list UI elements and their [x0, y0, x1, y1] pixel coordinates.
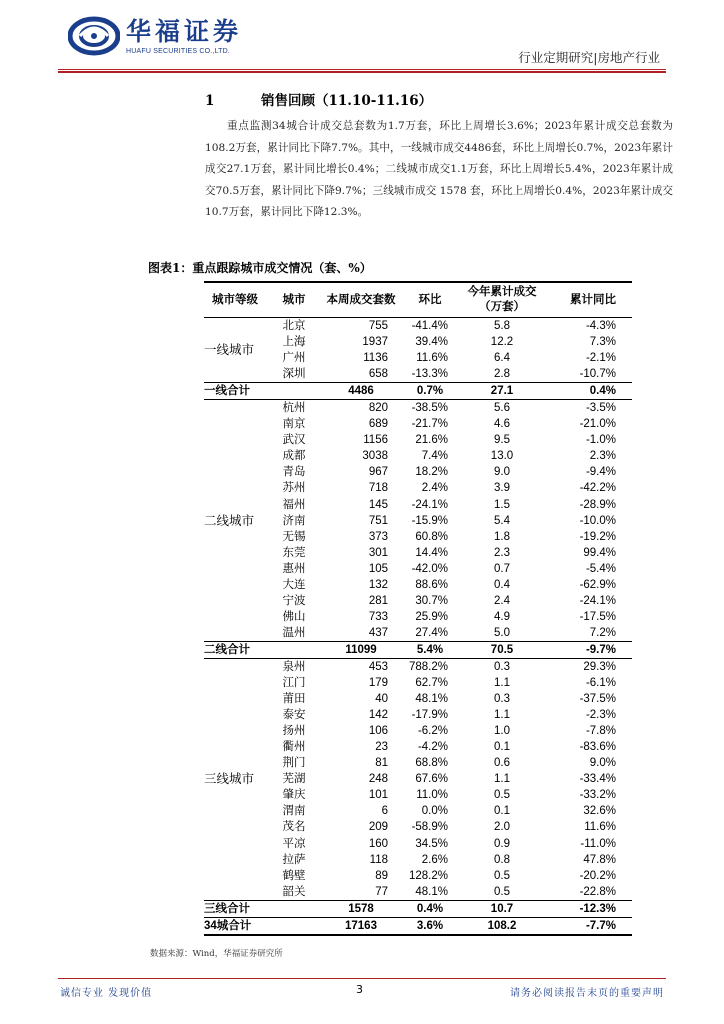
table-row — [204, 787, 632, 803]
cumulative-yoy: -6.1% — [585, 677, 616, 690]
city-name: 济南 — [282, 514, 306, 527]
table-row — [204, 836, 632, 852]
table-row — [204, 561, 632, 577]
cumulative-volume: 0.3 — [494, 661, 510, 673]
subtotal-wow: 5.4% — [400, 641, 460, 658]
week-over-week: 30.7% — [415, 594, 448, 607]
table-row — [204, 707, 632, 723]
cumulative-volume: 0.5 — [494, 869, 510, 882]
city-name: 渭南 — [282, 805, 306, 818]
subtotal-cumulative: 70.5 — [460, 641, 544, 658]
week-over-week: 2.4% — [421, 482, 448, 495]
week-over-week: 60.8% — [415, 530, 448, 543]
weekly-volume: 40 — [375, 693, 388, 706]
cumulative-volume: 9.5 — [494, 434, 510, 447]
header-tier: 城市等级 — [204, 282, 266, 318]
cumulative-volume: 4.6 — [494, 418, 510, 431]
tier-label: 二线城市 — [204, 513, 255, 528]
cumulative-volume: 0.4 — [494, 578, 510, 591]
subtotal-row — [204, 383, 632, 400]
weekly-volume: 118 — [369, 853, 388, 866]
subtotal-label: 二线合计 — [204, 641, 322, 658]
cumulative-yoy: -10.0% — [579, 514, 616, 527]
cumulative-yoy: 11.6% — [584, 821, 616, 834]
cumulative-yoy: -83.6% — [579, 741, 616, 754]
subtotal-wow: 0.7% — [400, 383, 460, 400]
report-category: 行业定期研究|房地产行业 — [518, 50, 660, 65]
city-name: 莆田 — [282, 693, 306, 706]
table-row — [204, 334, 632, 350]
week-over-week: -13.3% — [411, 368, 448, 381]
city-name: 无锡 — [282, 530, 306, 543]
cumulative-volume: 2.4 — [494, 594, 510, 607]
cumulative-yoy: -10.7% — [579, 368, 616, 381]
cumulative-volume: 1.8 — [494, 530, 510, 543]
table-row — [204, 593, 632, 609]
weekly-volume: 101 — [368, 789, 388, 802]
cumulative-volume: 0.1 — [494, 741, 510, 754]
cumulative-volume: 1.1 — [494, 709, 510, 722]
data-source: 数据来源：Wind，华福证券研究所 — [150, 949, 283, 959]
city-name: 上海 — [282, 336, 306, 349]
subtotal-yoy: -9.7% — [544, 641, 632, 658]
weekly-volume: 248 — [368, 773, 388, 786]
header-city: 城市 — [266, 282, 322, 318]
cumulative-volume: 1.1 — [494, 773, 510, 786]
table-row — [204, 723, 632, 739]
table-row — [204, 771, 632, 787]
city-name: 拉萨 — [282, 853, 306, 866]
cumulative-yoy: -3.5% — [585, 402, 616, 415]
cumulative-volume: 0.6 — [494, 757, 510, 770]
weekly-volume: 23 — [375, 741, 388, 754]
city-name: 北京 — [282, 320, 306, 333]
week-over-week: 62.7% — [415, 677, 448, 690]
cumulative-yoy: 29.3% — [583, 661, 616, 673]
week-over-week: 21.6% — [415, 434, 448, 447]
cumulative-yoy: -20.2% — [579, 869, 616, 882]
weekly-volume: 209 — [368, 821, 388, 834]
weekly-volume: 145 — [368, 498, 388, 511]
week-over-week: 128.2% — [408, 869, 448, 882]
weekly-volume: 160 — [368, 837, 388, 850]
week-over-week: 11.6% — [416, 352, 448, 365]
cumulative-yoy: -17.5% — [579, 610, 616, 623]
week-over-week: 788.2% — [408, 661, 448, 673]
week-over-week: -38.5% — [411, 402, 448, 415]
table-row — [204, 448, 632, 464]
weekly-volume: 1136 — [363, 352, 388, 365]
cumulative-yoy: -21.0% — [579, 418, 616, 431]
weekly-volume: 373 — [368, 530, 388, 543]
cumulative-yoy: -7.8% — [585, 725, 616, 738]
week-over-week: 14.4% — [415, 546, 448, 559]
weekly-volume: 142 — [368, 709, 388, 722]
subtotal-cumulative: 10.7 — [460, 900, 544, 917]
city-name: 肇庆 — [282, 789, 306, 802]
total-label: 34城合计 — [204, 917, 322, 935]
subtotal-label: 三线合计 — [204, 900, 322, 917]
table-row — [204, 577, 632, 593]
city-name: 苏州 — [282, 482, 306, 495]
table-row — [204, 529, 632, 545]
cumulative-yoy: -37.5% — [579, 693, 616, 706]
table-row — [204, 464, 632, 480]
city-name: 韶关 — [282, 885, 306, 898]
weekly-volume: 132 — [368, 578, 388, 591]
city-name: 杭州 — [282, 402, 306, 415]
table-row — [204, 318, 632, 335]
tier-label: 一线城市 — [204, 343, 255, 358]
cumulative-volume: 2.0 — [494, 821, 510, 834]
section-title: 销售回顾（11.10-11.16） — [261, 93, 433, 109]
total-yoy: -7.7% — [544, 917, 632, 935]
week-over-week: 18.2% — [415, 466, 448, 479]
cumulative-yoy: -2.3% — [585, 709, 616, 722]
cumulative-volume: 9.0 — [494, 466, 510, 479]
cumulative-yoy: -11.0% — [580, 837, 616, 850]
subtotal-label: 一线合计 — [204, 383, 322, 400]
weekly-volume: 106 — [368, 725, 388, 738]
cumulative-volume: 5.4 — [494, 514, 510, 527]
city-name: 惠州 — [282, 562, 306, 575]
city-name: 广州 — [282, 352, 306, 365]
header-weekly-volume: 本周成交套数 — [322, 282, 400, 318]
table-row — [204, 366, 632, 383]
footer-slogan: 诚信专业 发现价值 — [60, 988, 153, 999]
week-over-week: -15.9% — [411, 514, 448, 527]
week-over-week: 88.6% — [415, 578, 448, 591]
week-over-week: -41.4% — [411, 320, 448, 333]
city-name: 茂名 — [282, 821, 306, 834]
week-over-week: -58.9% — [411, 821, 448, 834]
cumulative-yoy: -33.4% — [579, 773, 616, 786]
week-over-week: -17.9% — [411, 709, 448, 722]
footer-disclaimer: 请务必阅读报告末页的重要声明 — [510, 988, 664, 999]
table-row — [204, 350, 632, 366]
total-row — [204, 917, 632, 935]
city-name: 泉州 — [282, 661, 306, 673]
total-cumulative: 108.2 — [460, 917, 544, 935]
cumulative-yoy: 2.3% — [589, 450, 616, 463]
table-title: 图表1：重点跟踪城市成交情况（套、%） — [148, 261, 372, 275]
weekly-volume: 1156 — [363, 434, 388, 447]
week-over-week: -6.2% — [417, 725, 448, 738]
table-row — [204, 739, 632, 755]
cumulative-volume: 6.4 — [494, 352, 510, 365]
cumulative-volume: 5.0 — [494, 626, 510, 639]
cumulative-volume: 1.5 — [494, 498, 510, 511]
cumulative-volume: 0.7 — [494, 562, 510, 575]
table-row — [204, 400, 632, 417]
cumulative-yoy: -42.2% — [579, 482, 616, 495]
city-name: 大连 — [282, 578, 306, 591]
table-row — [204, 868, 632, 884]
total-wow: 3.6% — [400, 917, 460, 935]
weekly-volume: 179 — [368, 677, 388, 690]
weekly-volume: 301 — [368, 546, 388, 559]
table-row — [204, 480, 632, 496]
huafu-logo-icon — [68, 16, 120, 56]
table-row — [204, 884, 632, 901]
city-name: 江门 — [282, 677, 306, 690]
section-number: 1 — [205, 93, 215, 109]
weekly-volume: 453 — [368, 661, 388, 673]
week-over-week: -21.7% — [411, 418, 448, 431]
cumulative-volume: 2.3 — [494, 546, 510, 559]
weekly-volume: 689 — [368, 418, 388, 431]
weekly-volume: 89 — [375, 869, 388, 882]
subtotal-row — [204, 900, 632, 917]
week-over-week: -4.2% — [417, 741, 448, 754]
cumulative-volume: 0.3 — [494, 693, 510, 706]
table-row — [204, 852, 632, 868]
cumulative-volume: 0.9 — [494, 837, 510, 850]
cumulative-volume: 0.1 — [494, 805, 510, 818]
table-row — [204, 625, 632, 642]
weekly-volume: 751 — [368, 514, 388, 527]
cumulative-yoy: -62.9% — [579, 578, 616, 591]
city-name: 温州 — [282, 626, 306, 639]
week-over-week: 48.1% — [415, 885, 448, 898]
cumulative-volume: 0.5 — [494, 789, 510, 802]
cumulative-yoy: -22.8% — [579, 885, 616, 898]
cumulative-volume: 5.6 — [494, 402, 510, 415]
city-name: 福州 — [282, 498, 306, 511]
week-over-week: 34.5% — [415, 837, 448, 850]
city-name: 青岛 — [282, 466, 306, 479]
subtotal-yoy: 0.4% — [544, 383, 632, 400]
table-row — [204, 755, 632, 771]
city-name: 衢州 — [282, 741, 306, 754]
city-name: 芜湖 — [282, 773, 306, 786]
weekly-volume: 1937 — [362, 336, 388, 349]
cumulative-volume: 3.9 — [494, 482, 510, 495]
section-paragraph: 重点监测34城合计成交总套数为1.7万套，环比上周增长3.6%；2023年累计成交总套数为108.2万套，累计同比下降7.7%。其中，一线城市成交4486套，环比上周增长0.7%，2023年累计成交27.1万套，累计同比增长0.4%；二线城市成交1.1万套，环比上周增长5.4%，2023年累计成交70.5万套，累计同比下降9.7%；三线城市成交 1578 套，环比上周增长0.4%，2023年累计成交10.7万套，累计同比下降12.3%。 — [205, 120, 673, 218]
weekly-volume: 77 — [375, 885, 388, 898]
cumulative-yoy: -1.0% — [585, 434, 616, 447]
week-over-week: 67.6% — [415, 773, 448, 786]
week-over-week: 7.4% — [421, 450, 448, 463]
table-row — [204, 432, 632, 448]
section-heading — [205, 89, 432, 109]
weekly-volume: 437 — [368, 626, 388, 639]
cumulative-yoy: -24.1% — [579, 594, 616, 607]
subtotal-volume: 4486 — [322, 383, 400, 400]
table-row — [204, 609, 632, 625]
city-name: 荆门 — [282, 757, 306, 770]
header-cumulative: 今年累计成交（万套） — [460, 282, 544, 318]
cumulative-volume: 1.1 — [494, 677, 510, 690]
city-name: 东莞 — [282, 546, 306, 559]
subtotal-cumulative: 27.1 — [460, 383, 544, 400]
header-divider — [58, 69, 666, 73]
weekly-volume: 718 — [368, 482, 388, 495]
cumulative-yoy: 99.4% — [583, 546, 616, 559]
week-over-week: -24.1% — [411, 498, 448, 511]
header-cumulative-yoy: 累计同比 — [544, 282, 632, 318]
cumulative-volume: 0.5 — [494, 885, 510, 898]
cumulative-yoy: -19.2% — [579, 530, 616, 543]
cumulative-volume: 12.2 — [490, 336, 514, 349]
subtotal-wow: 0.4% — [400, 900, 460, 917]
city-name: 南京 — [282, 418, 306, 431]
company-logo — [68, 16, 242, 56]
weekly-volume: 967 — [368, 466, 388, 479]
weekly-volume: 81 — [375, 757, 388, 770]
city-name: 宁波 — [282, 594, 306, 607]
cumulative-volume: 1.0 — [494, 725, 510, 738]
city-name: 佛山 — [282, 610, 306, 623]
cumulative-yoy: -2.1% — [585, 352, 616, 365]
week-over-week: 2.6% — [421, 853, 448, 866]
city-name: 扬州 — [282, 725, 306, 738]
table-row — [204, 691, 632, 707]
cumulative-volume: 4.9 — [494, 610, 510, 623]
week-over-week: 68.8% — [415, 757, 448, 770]
subtotal-row — [204, 641, 632, 658]
cumulative-volume: 13.0 — [490, 450, 514, 463]
logo-english-name: HUAFU SECURITIES CO.,LTD. — [126, 47, 231, 55]
cumulative-yoy: 7.2% — [589, 626, 616, 639]
cumulative-yoy: -4.3% — [585, 320, 616, 333]
subtotal-yoy: -12.3% — [544, 900, 632, 917]
week-over-week: 0.0% — [421, 805, 448, 818]
table-row — [204, 497, 632, 513]
footer-divider — [58, 978, 666, 979]
week-over-week: 39.4% — [415, 336, 448, 349]
city-name: 平凉 — [282, 837, 306, 850]
city-name: 鹤壁 — [282, 869, 306, 882]
weekly-volume: 3038 — [362, 450, 388, 463]
logo-chinese-name: 华福证券 — [126, 16, 243, 46]
header-wow: 环比 — [400, 282, 460, 318]
cumulative-yoy: -33.2% — [579, 789, 616, 802]
table-row — [204, 513, 632, 529]
weekly-volume: 658 — [368, 368, 388, 381]
week-over-week: 48.1% — [415, 693, 448, 706]
weekly-volume: 820 — [368, 402, 388, 415]
city-name: 武汉 — [282, 434, 306, 447]
cumulative-volume: 5.8 — [494, 320, 510, 333]
cumulative-volume: 2.8 — [494, 368, 510, 381]
subtotal-volume: 1578 — [322, 900, 400, 917]
table-row — [204, 545, 632, 561]
total-volume: 17163 — [322, 917, 400, 935]
table-row — [204, 675, 632, 691]
table-row — [204, 803, 632, 819]
tier-label: 三线城市 — [204, 772, 255, 787]
cumulative-yoy: -9.4% — [585, 466, 616, 479]
city-name: 成都 — [282, 450, 306, 463]
city-name: 泰安 — [282, 709, 306, 722]
week-over-week: 25.9% — [415, 610, 448, 623]
city-name: 深圳 — [282, 368, 306, 381]
cumulative-yoy: -5.4% — [585, 562, 616, 575]
weekly-volume: 105 — [368, 562, 388, 575]
city-transactions-table — [204, 281, 632, 936]
table-row — [204, 819, 632, 835]
weekly-volume: 6 — [381, 805, 388, 818]
subtotal-volume: 11099 — [322, 641, 400, 658]
table-row — [204, 416, 632, 432]
cumulative-yoy: -28.9% — [579, 498, 616, 511]
week-over-week: -42.0% — [411, 562, 448, 575]
table-row — [204, 658, 632, 675]
cumulative-yoy: 9.0% — [589, 757, 616, 770]
cumulative-volume: 0.8 — [494, 853, 510, 866]
week-over-week: 27.4% — [415, 626, 448, 639]
weekly-volume: 281 — [368, 594, 388, 607]
cumulative-yoy: 7.3% — [589, 336, 616, 349]
page-number: 3 — [356, 983, 363, 996]
cumulative-yoy: 47.8% — [583, 853, 616, 866]
week-over-week: 11.0% — [416, 789, 448, 802]
cumulative-yoy: 32.6% — [583, 805, 616, 818]
weekly-volume: 755 — [368, 320, 388, 333]
weekly-volume: 733 — [368, 610, 388, 623]
table-header-row — [204, 282, 632, 318]
